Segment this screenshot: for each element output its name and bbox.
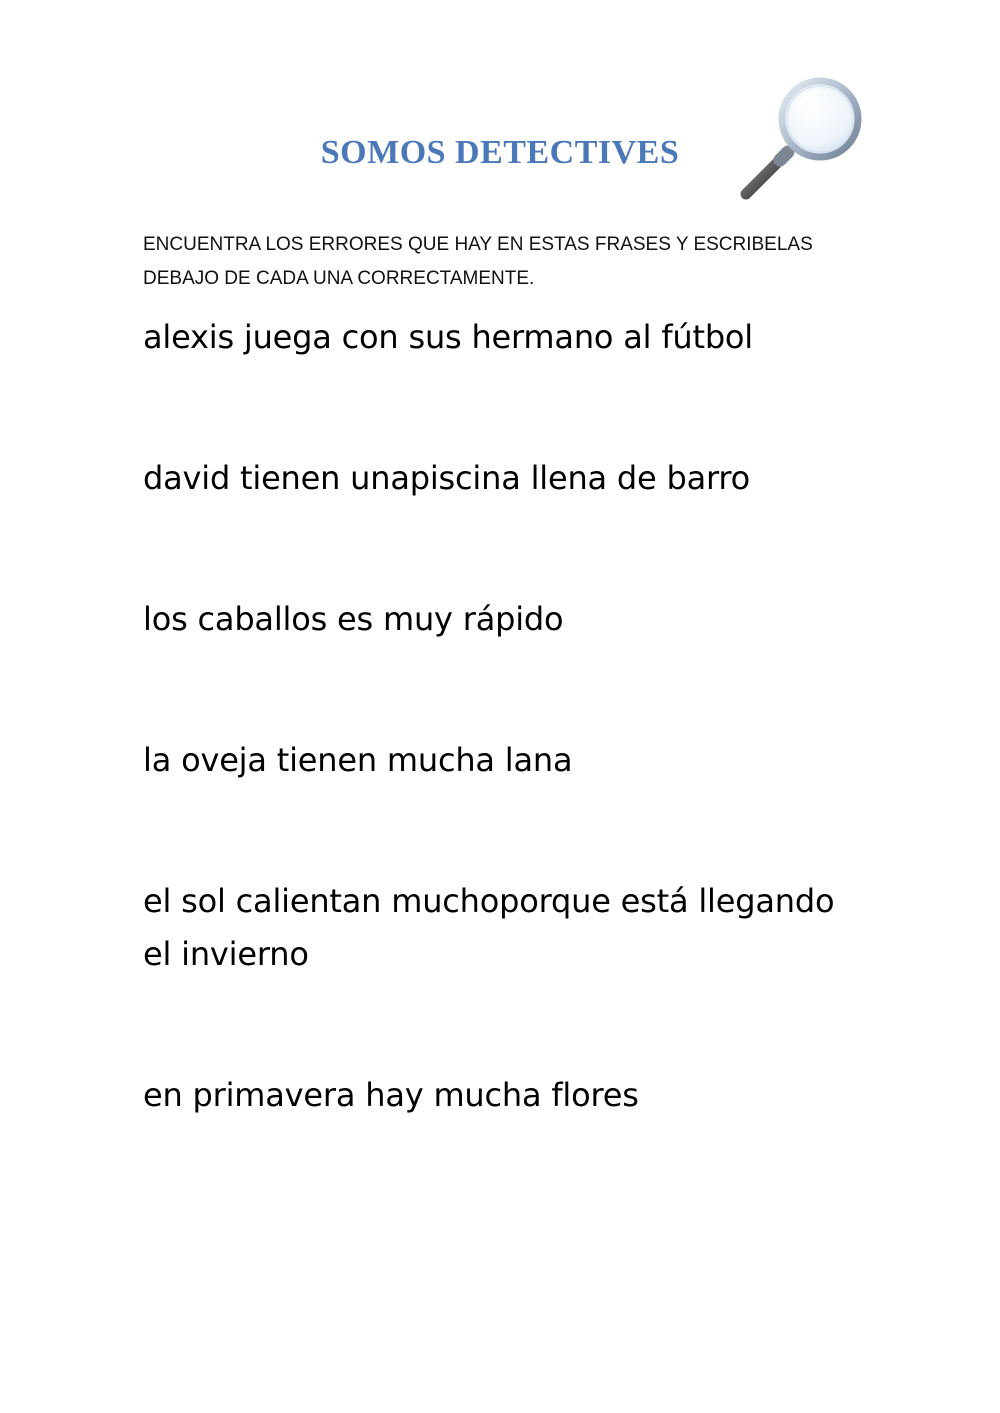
worksheet-title: SOMOS DETECTIVES [320, 134, 680, 171]
magnifying-glass-icon [736, 72, 868, 204]
sentence-6: en primavera hay mucha flores [143, 1076, 639, 1114]
sentence-5: el sol calientan muchoporque está llegando el invierno [143, 882, 835, 973]
sentence-1: alexis juega con sus hermano al fútbol [143, 318, 753, 356]
instructions-text: ENCUENTRA LOS ERRORES QUE HAY EN ESTAS FRASES Y ESCRIBELAS DEBAJO DE CADA UNA CORRECTAMENTE. [143, 234, 813, 289]
sentence-3: los caballos es muy rápido [143, 600, 564, 638]
sentence-4: la oveja tienen mucha lana [143, 741, 573, 779]
sentence-2: david tienen unapiscina llena de barro [143, 459, 751, 497]
